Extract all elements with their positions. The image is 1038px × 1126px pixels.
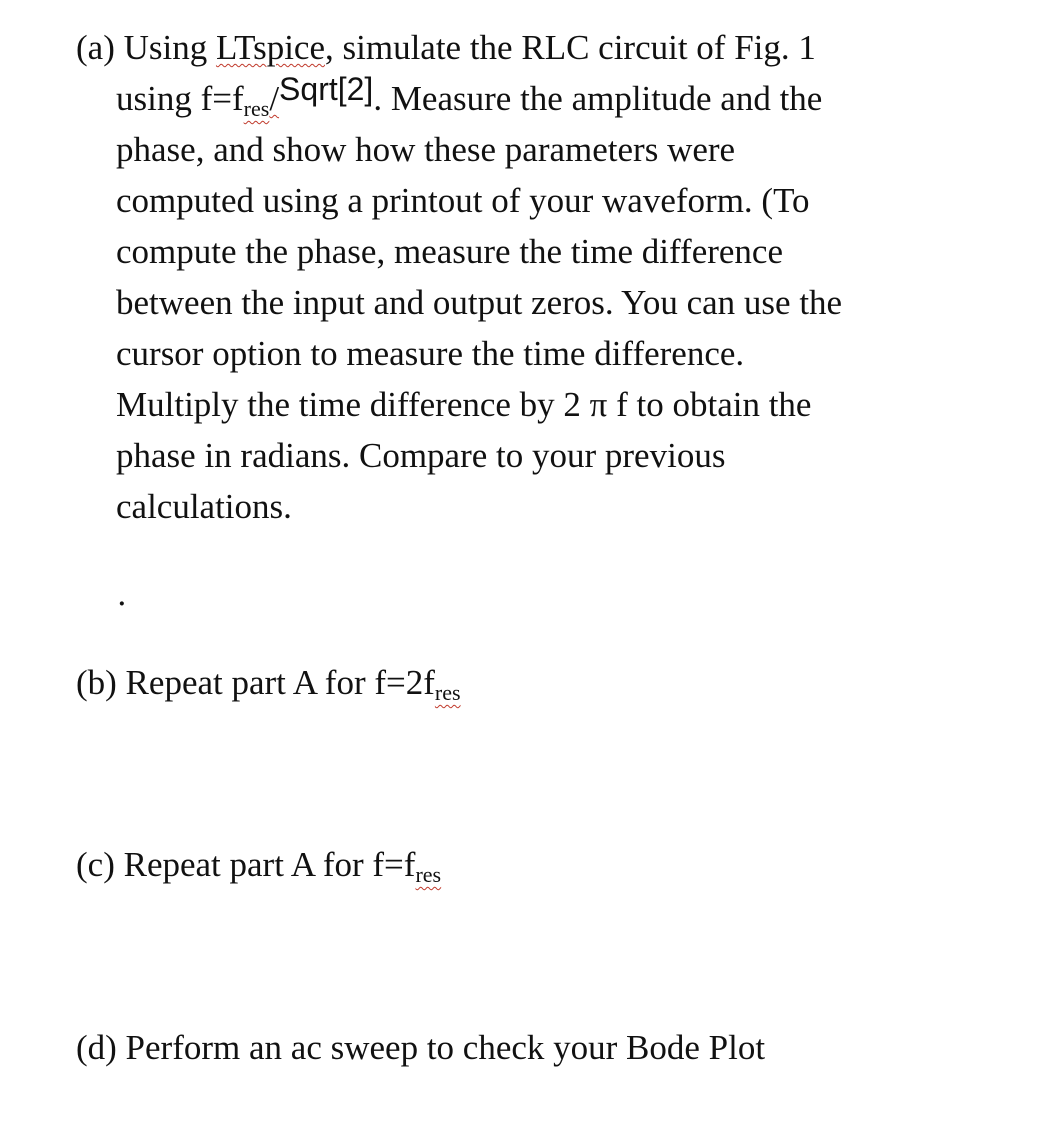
part-c-text: (c) Repeat part A for f=f: [76, 845, 416, 884]
slash-symbol: /: [269, 79, 280, 118]
freq-expression: using f=f: [116, 79, 244, 118]
part-c-subscript: res: [415, 862, 442, 887]
part-a-line-5: compute the phase, measure the time difference: [116, 232, 783, 271]
bullet-point: ·: [116, 584, 128, 623]
part-b-line: [76, 663, 461, 707]
part-a-label: (a) Using: [76, 28, 216, 67]
part-b-subscript: res: [434, 680, 461, 705]
part-a-line-7: cursor option to measure the time difference.: [116, 334, 745, 373]
ltspice-word: LTspice: [215, 28, 325, 67]
sqrt-expression: Sqrt[2]: [279, 71, 374, 107]
part-d-line: (d) Perform an ac sweep to check your Bode Plot: [76, 1028, 766, 1067]
part-c-line: [76, 845, 441, 889]
part-a-line-1-rest: , simulate the RLC circuit of Fig. 1: [325, 28, 816, 67]
part-a-line-1: [76, 28, 816, 68]
part-b-text: (b) Repeat part A for f=2f: [76, 663, 435, 702]
part-a-line-10: calculations.: [116, 487, 292, 526]
part-a-line-2-rest: . Measure the amplitude and the: [373, 79, 823, 118]
part-a-line-9: phase in radians. Compare to your previous: [116, 436, 726, 475]
res-subscript: res: [243, 96, 270, 121]
part-a-line-8: Multiply the time difference by 2 π f to obtain the: [116, 385, 812, 424]
part-a-line-6: between the input and output zeros. You can use the: [116, 283, 843, 322]
part-a-line-4: computed using a printout of your waveform. (To: [116, 181, 810, 220]
part-a-line-3: phase, and show how these parameters were: [116, 130, 736, 169]
part-a-line-2: [116, 71, 823, 123]
